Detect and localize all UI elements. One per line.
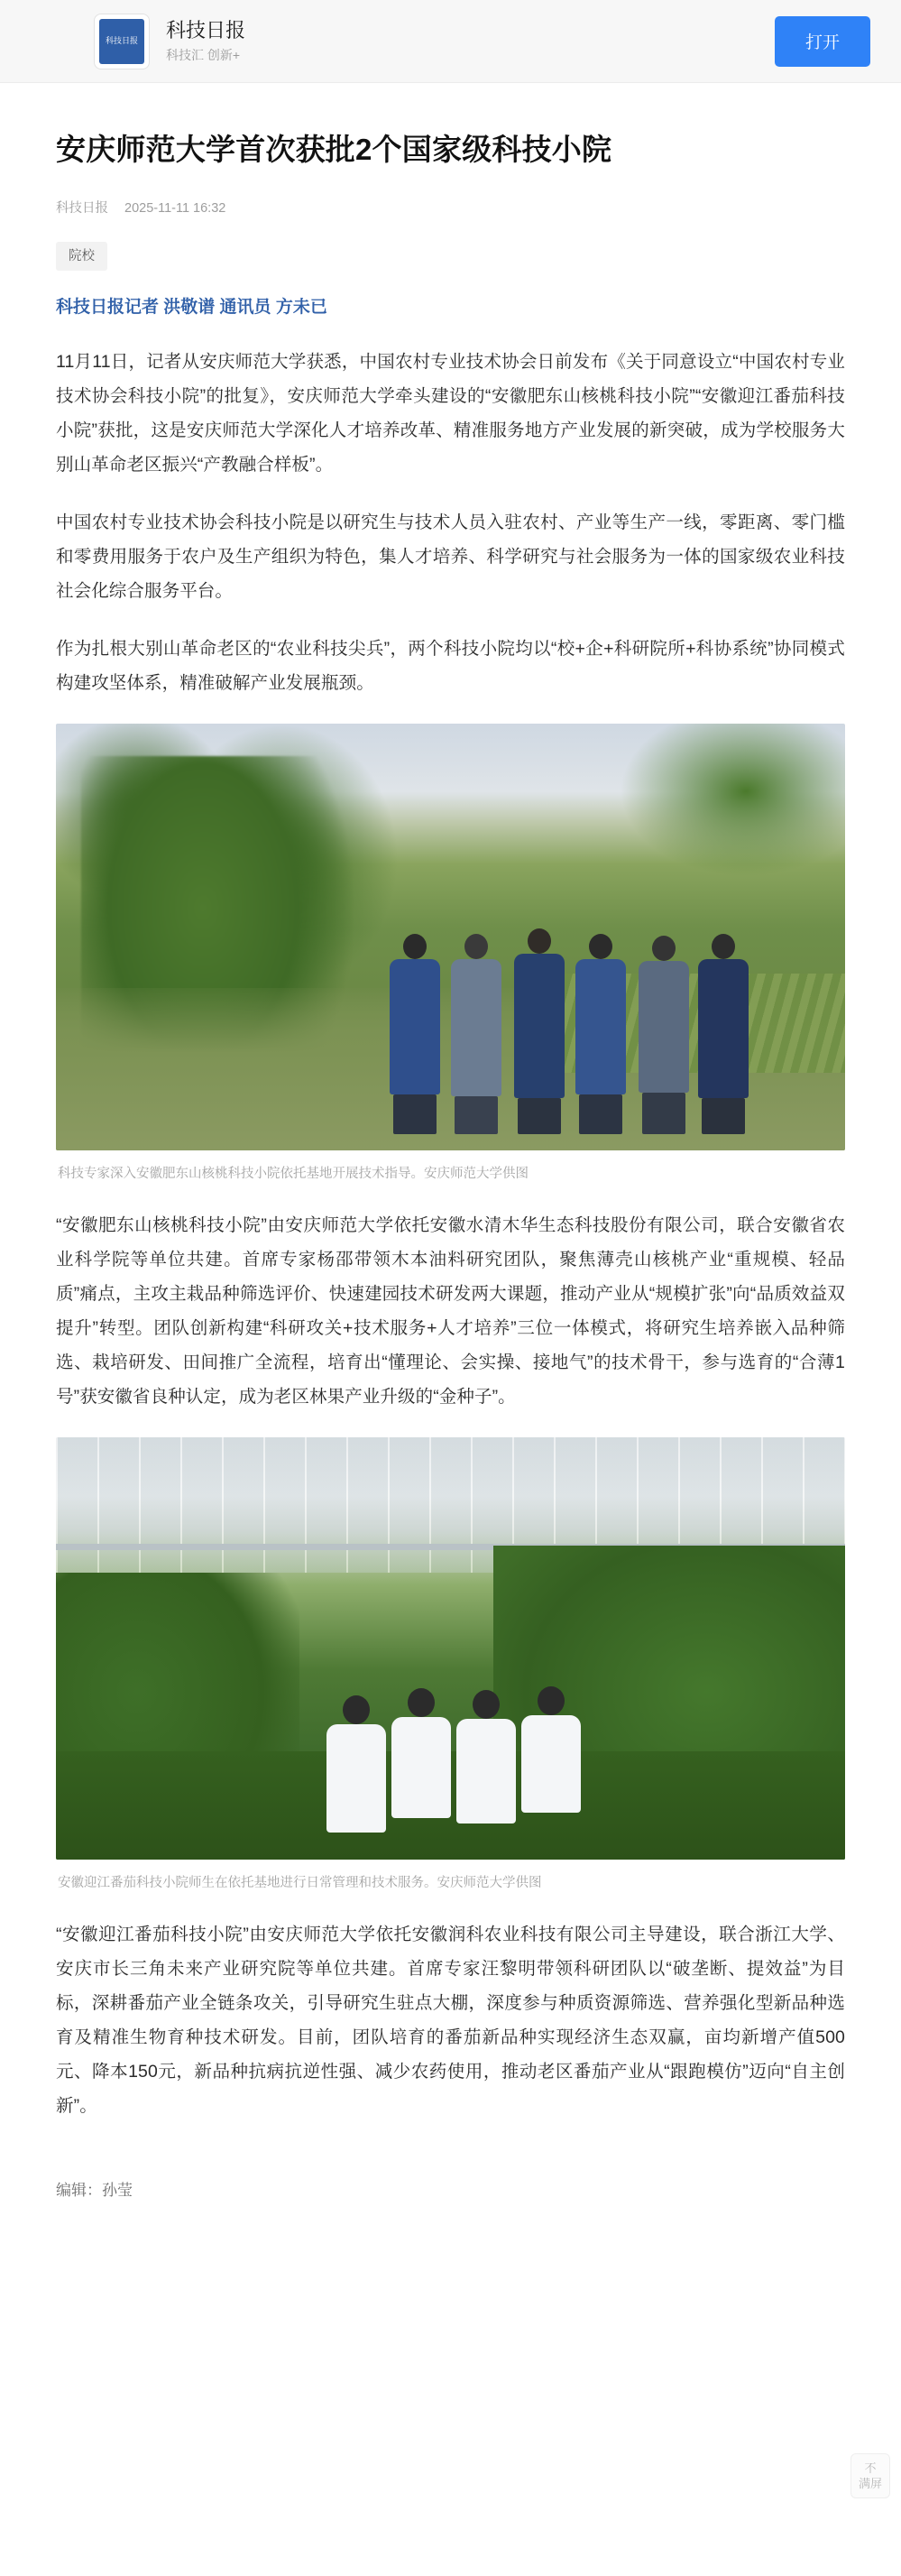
source-label: 科技日报 bbox=[56, 201, 108, 216]
photo-orchard-field-visit[interactable] bbox=[56, 724, 845, 1150]
fullscreen-toggle-line2: 满屏 bbox=[858, 2477, 882, 2490]
app-logo bbox=[94, 14, 150, 69]
app-logo-text: 科技日报 bbox=[99, 19, 144, 64]
page-title: 安庆师范大学首次获批2个国家级科技小院 bbox=[56, 133, 612, 166]
paragraph-4: “安徽肥东山核桃科技小院”由安庆师范大学依托安徽水清木华生态科技股份有限公司，联合安徽省农业科学院等单位共建。首席专家杨邵带领木本油料研究团队，聚焦薄壳山核桃产业“重规模、轻品质”痛点，主攻主栽品种筛选评价、快速建园技术研发两大课题，推动产业从“规模扩张”向“品质效益双提升”转型。团队创新构建“科研攻关+技术服务+人才培养”三位一体模式，将研究生培养嵌入品种筛选、栽培研发、田间推广全流程，培育出“懂理论、会实操、接地气”的技术骨干，参与选育的“合薄1号”获安徽省良种认定，成为老区林果产业升级的“金种子”。 bbox=[56, 1215, 845, 1407]
photo2-person-1 bbox=[326, 1695, 386, 1833]
open-app-button[interactable]: 打开 bbox=[775, 16, 870, 67]
photo1-person-6 bbox=[698, 934, 749, 1134]
photo1-person-1 bbox=[390, 934, 440, 1134]
app-subtitle: 科技汇 创新+ bbox=[166, 48, 241, 62]
photo1-person-2 bbox=[451, 934, 501, 1134]
editor-credit: 编辑：孙莹 bbox=[56, 2182, 133, 2199]
fullscreen-toggle-widget[interactable] bbox=[850, 2453, 890, 2498]
photo1-person-4 bbox=[575, 934, 626, 1134]
photo2-person-3 bbox=[456, 1690, 516, 1824]
fullscreen-toggle-line1: 不 bbox=[864, 2461, 877, 2475]
timestamp: 2025-11-11 16:32 bbox=[124, 201, 226, 216]
photo2-person-2 bbox=[391, 1688, 451, 1818]
photo1-canopy-right bbox=[620, 724, 845, 877]
figure-1 bbox=[56, 724, 845, 1192]
tag-row bbox=[56, 242, 845, 271]
photo2-person-4 bbox=[521, 1686, 581, 1813]
paragraph-5: “安徽迎江番茄科技小院”由安庆师范大学依托安徽润科农业科技有限公司主导建设，联合浙江大学、安庆市长三角未来产业研究院等单位共建。首席专家汪黎明带领科研团队以“破垄断、提效益”为目标，深耕番茄产业全链条攻关，引导研究生驻点大棚，深度参与种质资源筛选、营养强化型新品种选育及精准生物育种技术研发。目前，团队培育的番茄新品种实现经济生态双赢，亩均新增产值500元、降本150元，新品种抗病抗逆性强、减少农药使用，推动老区番茄产业从“跟跑模仿”迈向“自主创新”。 bbox=[56, 1925, 845, 2116]
photo1-person-3 bbox=[514, 928, 565, 1134]
app-meta bbox=[166, 18, 775, 64]
photo-greenhouse-strawberry[interactable] bbox=[56, 1437, 845, 1860]
category-tag[interactable]: 院校 bbox=[56, 242, 107, 271]
app-header-bar bbox=[0, 0, 901, 83]
app-title: 科技日报 bbox=[166, 19, 246, 42]
byline bbox=[56, 199, 845, 218]
paragraph-3: 作为扎根大别山革命老区的“农业科技尖兵”，两个科技小院均以“校+企+科研院所+科协系统”协同模式构建攻坚体系，精准破解产业发展瓶颈。 bbox=[56, 639, 845, 693]
author-line: 科技日报记者 洪敬谱 通讯员 方未已 bbox=[56, 298, 327, 317]
article-container bbox=[0, 83, 901, 2123]
figure-1-caption: 科技专家深入安徽肥东山核桃科技小院依托基地开展技术指导。安庆师范大学供图 bbox=[58, 1167, 529, 1181]
photo1-person-5 bbox=[639, 936, 689, 1134]
figure-2 bbox=[56, 1437, 845, 1901]
paragraph-1: 11月11日，记者从安庆师范大学获悉，中国农村专业技术协会日前发布《关于同意设立“中国农村专业技术协会科技小院”的批复》，安庆师范大学牵头建设的“安徽肥东山核桃科技小院”“安徽迎江番茄科技小院”获批，这是安庆师范大学深化人才培养改革、精准服务地方产业发展的新突破，成为学校服务大别山革命老区振兴“产教融合样板”。 bbox=[56, 352, 845, 475]
figure-2-caption: 安徽迎江番茄科技小院师生在依托基地进行日常管理和技术服务。安庆师范大学供图 bbox=[58, 1876, 542, 1890]
paragraph-2: 中国农村专业技术协会科技小院是以研究生与技术人员入驻农村、产业等生产一线，零距离、零门槛和零费用服务于农户及生产组织为特色，集人才培养、科学研究与社会服务为一体的国家级农业科技社会化综合服务平台。 bbox=[56, 512, 845, 601]
